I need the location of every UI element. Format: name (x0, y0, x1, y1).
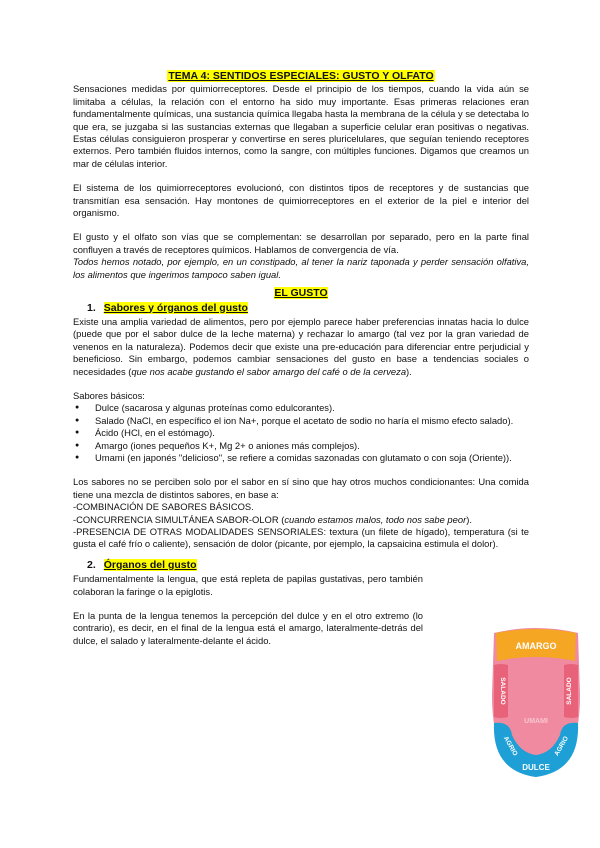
section-heading-gusto: EL GUSTO (274, 287, 328, 300)
organos-paragraph-2: En la punta de la lengua tenemos la percepción del dulce y en el otro extremo (lo contrario), es decir, en el final de la lengua está el amargo, lateralmente-detrás del dulce, el salado y lateralmente-delante el ácido. (73, 610, 423, 646)
conditioning-item-3: -PRESENCIA DE OTRAS MODALIDADES SENSORIALES: textura (un filete de hígado), temperatura (si te gusta el café frío o caliente), sensación de dolor (picante, por ejemplo, la capsaicina estimula el dolor). (73, 526, 529, 550)
label-agrio-right: AGRIO (553, 735, 571, 758)
basic-tastes-heading: Sabores básicos: (73, 389, 145, 401)
sabores-paragraph: Existe una amplia variedad de alimentos, pero por ejemplo parece haber preferencias innatas hacia lo dulce (puede que por el sabor dulce de la leche materna) y rechazar lo amargo (tal vez por la gran variedad de venenos en la naturaleza). Podemos decir que existe una pre-educación para diferenciar entre perjudicial y beneficioso. Sin embargo, podemos cambiar sensaciones del gusto en base a tendencias sociales o necesidades (que nos acabe gustando el sabor amargo del café o de la cerveza). (73, 315, 529, 377)
conditioning-intro: Los sabores no se perciben solo por el sabor en sí sino que hay otros muchos condicionantes: Una comida tiene una mezcla de distintos sabores, en base a: (73, 476, 529, 500)
conditioning-item-1: -COMBINACIÓN DE SABORES BÁSICOS. (73, 501, 254, 513)
list-item: ● Ácido (HCl, en el estómago). (73, 427, 529, 439)
intro-paragraph-1: Sensaciones medidas por quimiorreceptores. Desde el principio de los tiempos, cuando la vida aún se limitaba a células, la relación con el entorno ha sido muy importante. Esas primeras relaciones eran fundamentalmente químicas, una sustancia química llegaba hasta la membrana de la célula y se detectaba lo que era, se juzgaba si las sustancias externas que llegaban a superficie celular eran positivas o negativas. Estas células consiguieron prosperar y convertirse en seres pluricelulares, que seguían teniendo receptores externos. Pero también fluidos internos, como la sangre, con múltiples funciones. Digamos que creamos un mar de células interior. (73, 83, 529, 169)
basic-tastes-list (73, 402, 529, 464)
label-agrio-left: AGRIO (501, 735, 519, 758)
tongue-taste-map-illustration (486, 625, 586, 783)
list-item: ● Salado (NaCl, en específico el ion Na+, porque el acetato de sodio no haría el mismo efecto salado). (73, 415, 529, 427)
organos-paragraph-1: Fundamentalmente la lengua, que está repleta de papilas gustativas, pero también colaboran la faringe o la epiglotis. (73, 573, 423, 597)
subheading-sabores: 1. Sabores y órganos del gusto (87, 301, 248, 314)
list-item: ● Amargo (iones pequeños K+, Mg 2+ o aniones más complejos). (73, 440, 529, 452)
document-title: TEMA 4: SENTIDOS ESPECIALES: GUSTO Y OLFATO (168, 70, 434, 82)
label-salado-left: SALADO (499, 677, 506, 705)
conditioning-item-2: -CONCURRENCIA SIMULTÁNEA SABOR-OLOR (cuando estamos malos, todo nos sabe peor). (73, 513, 472, 525)
list-item: ● Umami (en japonés "delicioso", se refiere a comidas sazonadas con glutamato o con soja (Oriente)). (73, 452, 529, 464)
intro-paragraph-3: El gusto y el olfato son vías que se complementan: se desarrollan por separado, pero en la parte final confluyen a través de receptores químicos. Hablamos de convergencia de vía. (73, 231, 529, 255)
label-dulce: DULCE (522, 763, 550, 772)
label-umami: UMAMI (524, 718, 548, 725)
label-amargo: AMARGO (515, 641, 557, 651)
list-item: ● Dulce (sacarosa y algunas proteínas como edulcorantes). (73, 402, 529, 414)
document-page (73, 70, 529, 647)
subheading-organos: 2. Órganos del gusto (87, 558, 197, 571)
intro-paragraph-2: El sistema de los quimiorreceptores evolucionó, con distintos tipos de receptores y de sustancias que transmitían esa sensación. Hay montones de quimiorreceptores en el exterior de la piel e interior del organismo. (73, 182, 529, 219)
label-salado-right: SALADO (566, 677, 573, 705)
intro-italic-example: Todos hemos notado, por ejemplo, en un constipado, al tener la nariz taponada y perder sensación olfativa, los alimentos que ingerimos tampoco saben igual. (73, 256, 529, 280)
